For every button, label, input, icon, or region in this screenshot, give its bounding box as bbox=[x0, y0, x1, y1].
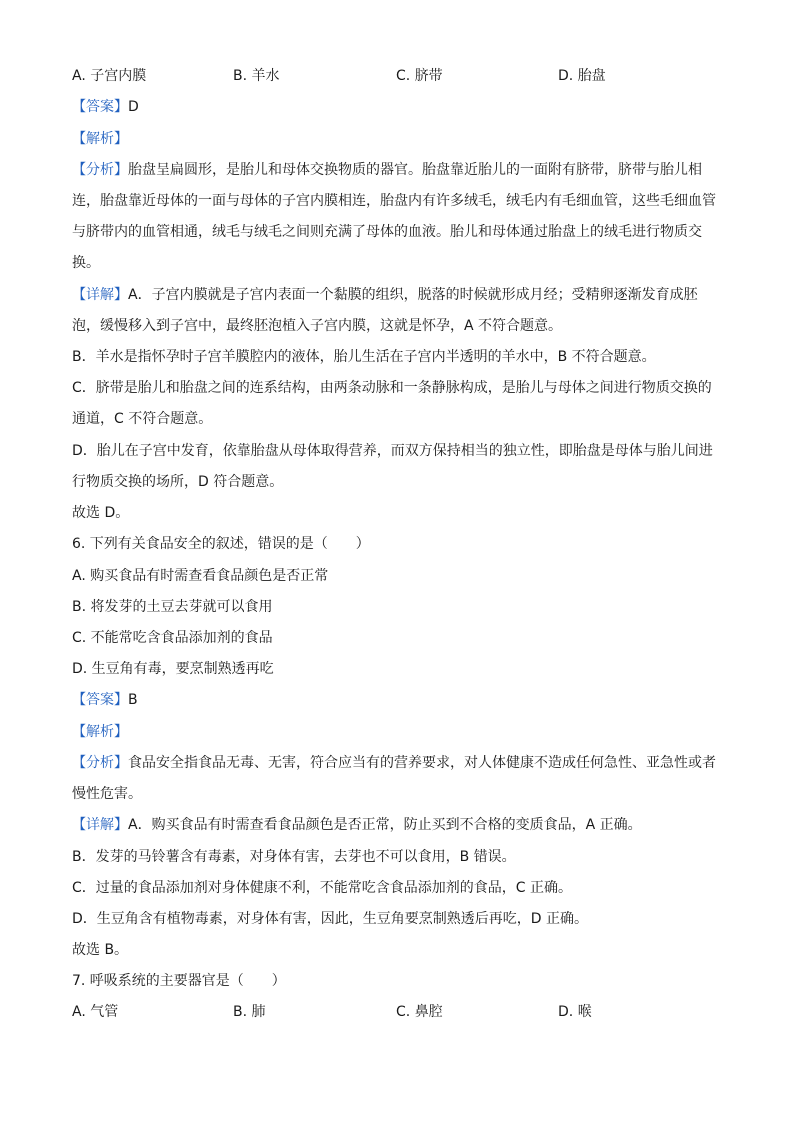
q5-detail-line: D．胎儿在子宫中发育，依靠胎盘从母体取得营养，而双方保持相当的独立性，即胎盘是母体与胎儿间进 bbox=[72, 443, 713, 459]
q6-detail-line: C．过量的食品添加剂对身体健康不利，不能常吃含食品添加剂的食品，C 正确。 bbox=[72, 880, 572, 896]
q5-detail-line: 通道，C 不符合题意。 bbox=[72, 411, 213, 427]
q6-fenxi-line: 【分析】食品安全指食品无毒、无害，符合应当有的营养要求，对人体健康不造成任何急性、亚急性或者 bbox=[72, 755, 716, 771]
q6-analysis-heading: 【解析】 bbox=[72, 724, 128, 740]
q5-option-c: C. 脐带 bbox=[396, 68, 443, 84]
q6-answer: 【答案】B bbox=[72, 692, 138, 708]
q5-fenxi-line: 换。 bbox=[72, 255, 100, 271]
q6-detail-line: B．发芽的马铃薯含有毒素，对身体有害，去芽也不可以食用，B 错误。 bbox=[72, 849, 516, 865]
q5-fenxi-line: 与脐带内的血管相通，绒毛与绒毛之间则充满了母体的血液。胎儿和母体通过胎盘上的绒毛进行物质交 bbox=[72, 224, 702, 240]
q5-analysis-heading: 【解析】 bbox=[72, 131, 128, 147]
q5-fenxi-line: 连，胎盘靠近母体的一面与母体的子宫内膜相连，胎盘内有许多绒毛，绒毛内有毛细血管，这些毛细血管 bbox=[72, 193, 716, 209]
q7-option-b: B. 肺 bbox=[233, 1004, 266, 1020]
q7-stem: 7. 呼吸系统的主要器官是（ ） bbox=[72, 973, 286, 989]
q6-option-d: D. 生豆角有毒，要烹制熟透再吃 bbox=[72, 661, 274, 677]
q5-option-a: A. 子宫内膜 bbox=[72, 68, 147, 84]
q6-option-c: C. 不能常吃含食品添加剂的食品 bbox=[72, 630, 273, 646]
q6-option-a: A. 购买食品有时需查看食品颜色是否正常 bbox=[72, 568, 329, 584]
q6-conclusion: 故选 B。 bbox=[72, 942, 129, 958]
q6-fenxi-line: 慢性危害。 bbox=[72, 786, 142, 802]
q5-detail-line: 行物质交换的场所，D 符合题意。 bbox=[72, 474, 284, 490]
q5-option-b: B. 羊水 bbox=[233, 68, 280, 84]
q6-detail-line: D．生豆角含有植物毒素，对身体有害，因此，生豆角要烹制熟透后再吃，D 正确。 bbox=[72, 911, 589, 927]
q5-conclusion: 故选 D。 bbox=[72, 505, 130, 521]
q7-option-c: C. 鼻腔 bbox=[396, 1004, 443, 1020]
q7-option-d: D. 喉 bbox=[558, 1004, 592, 1020]
q5-detail-line: C．脐带是胎儿和胎盘之间的连系结构，由两条动脉和一条静脉构成，是胎儿与母体之间进行物质交换的 bbox=[72, 380, 712, 396]
q7-option-a: A. 气管 bbox=[72, 1004, 119, 1020]
q5-detail-line: 泡，缓慢移入到子宫中，最终胚泡植入子宫内膜，这就是怀孕，A 不符合题意。 bbox=[72, 318, 563, 334]
q5-answer: 【答案】D bbox=[72, 99, 139, 115]
q6-detail-line: 【详解】A．购买食品有时需查看食品颜色是否正常，防止买到不合格的变质食品，A 正确。 bbox=[72, 817, 642, 833]
q5-option-d: D. 胎盘 bbox=[558, 68, 606, 84]
q5-fenxi-line: 【分析】胎盘呈扁圆形，是胎儿和母体交换物质的器官。胎盘靠近胎儿的一面附有脐带，脐带与胎儿相 bbox=[72, 162, 702, 178]
q6-option-b: B. 将发芽的土豆去芽就可以食用 bbox=[72, 599, 273, 615]
q5-detail-line: B．羊水是指怀孕时子宫羊膜腔内的液体，胎儿生活在子宫内半透明的羊水中，B 不符合题意。 bbox=[72, 349, 656, 365]
q6-stem: 6. 下列有关食品安全的叙述，错误的是（ ） bbox=[72, 536, 370, 552]
q5-detail-line: 【详解】A．子宫内膜就是子宫内表面一个黏膜的组织，脱落的时候就形成月经；受精卵逐渐发育成胚 bbox=[72, 287, 698, 303]
